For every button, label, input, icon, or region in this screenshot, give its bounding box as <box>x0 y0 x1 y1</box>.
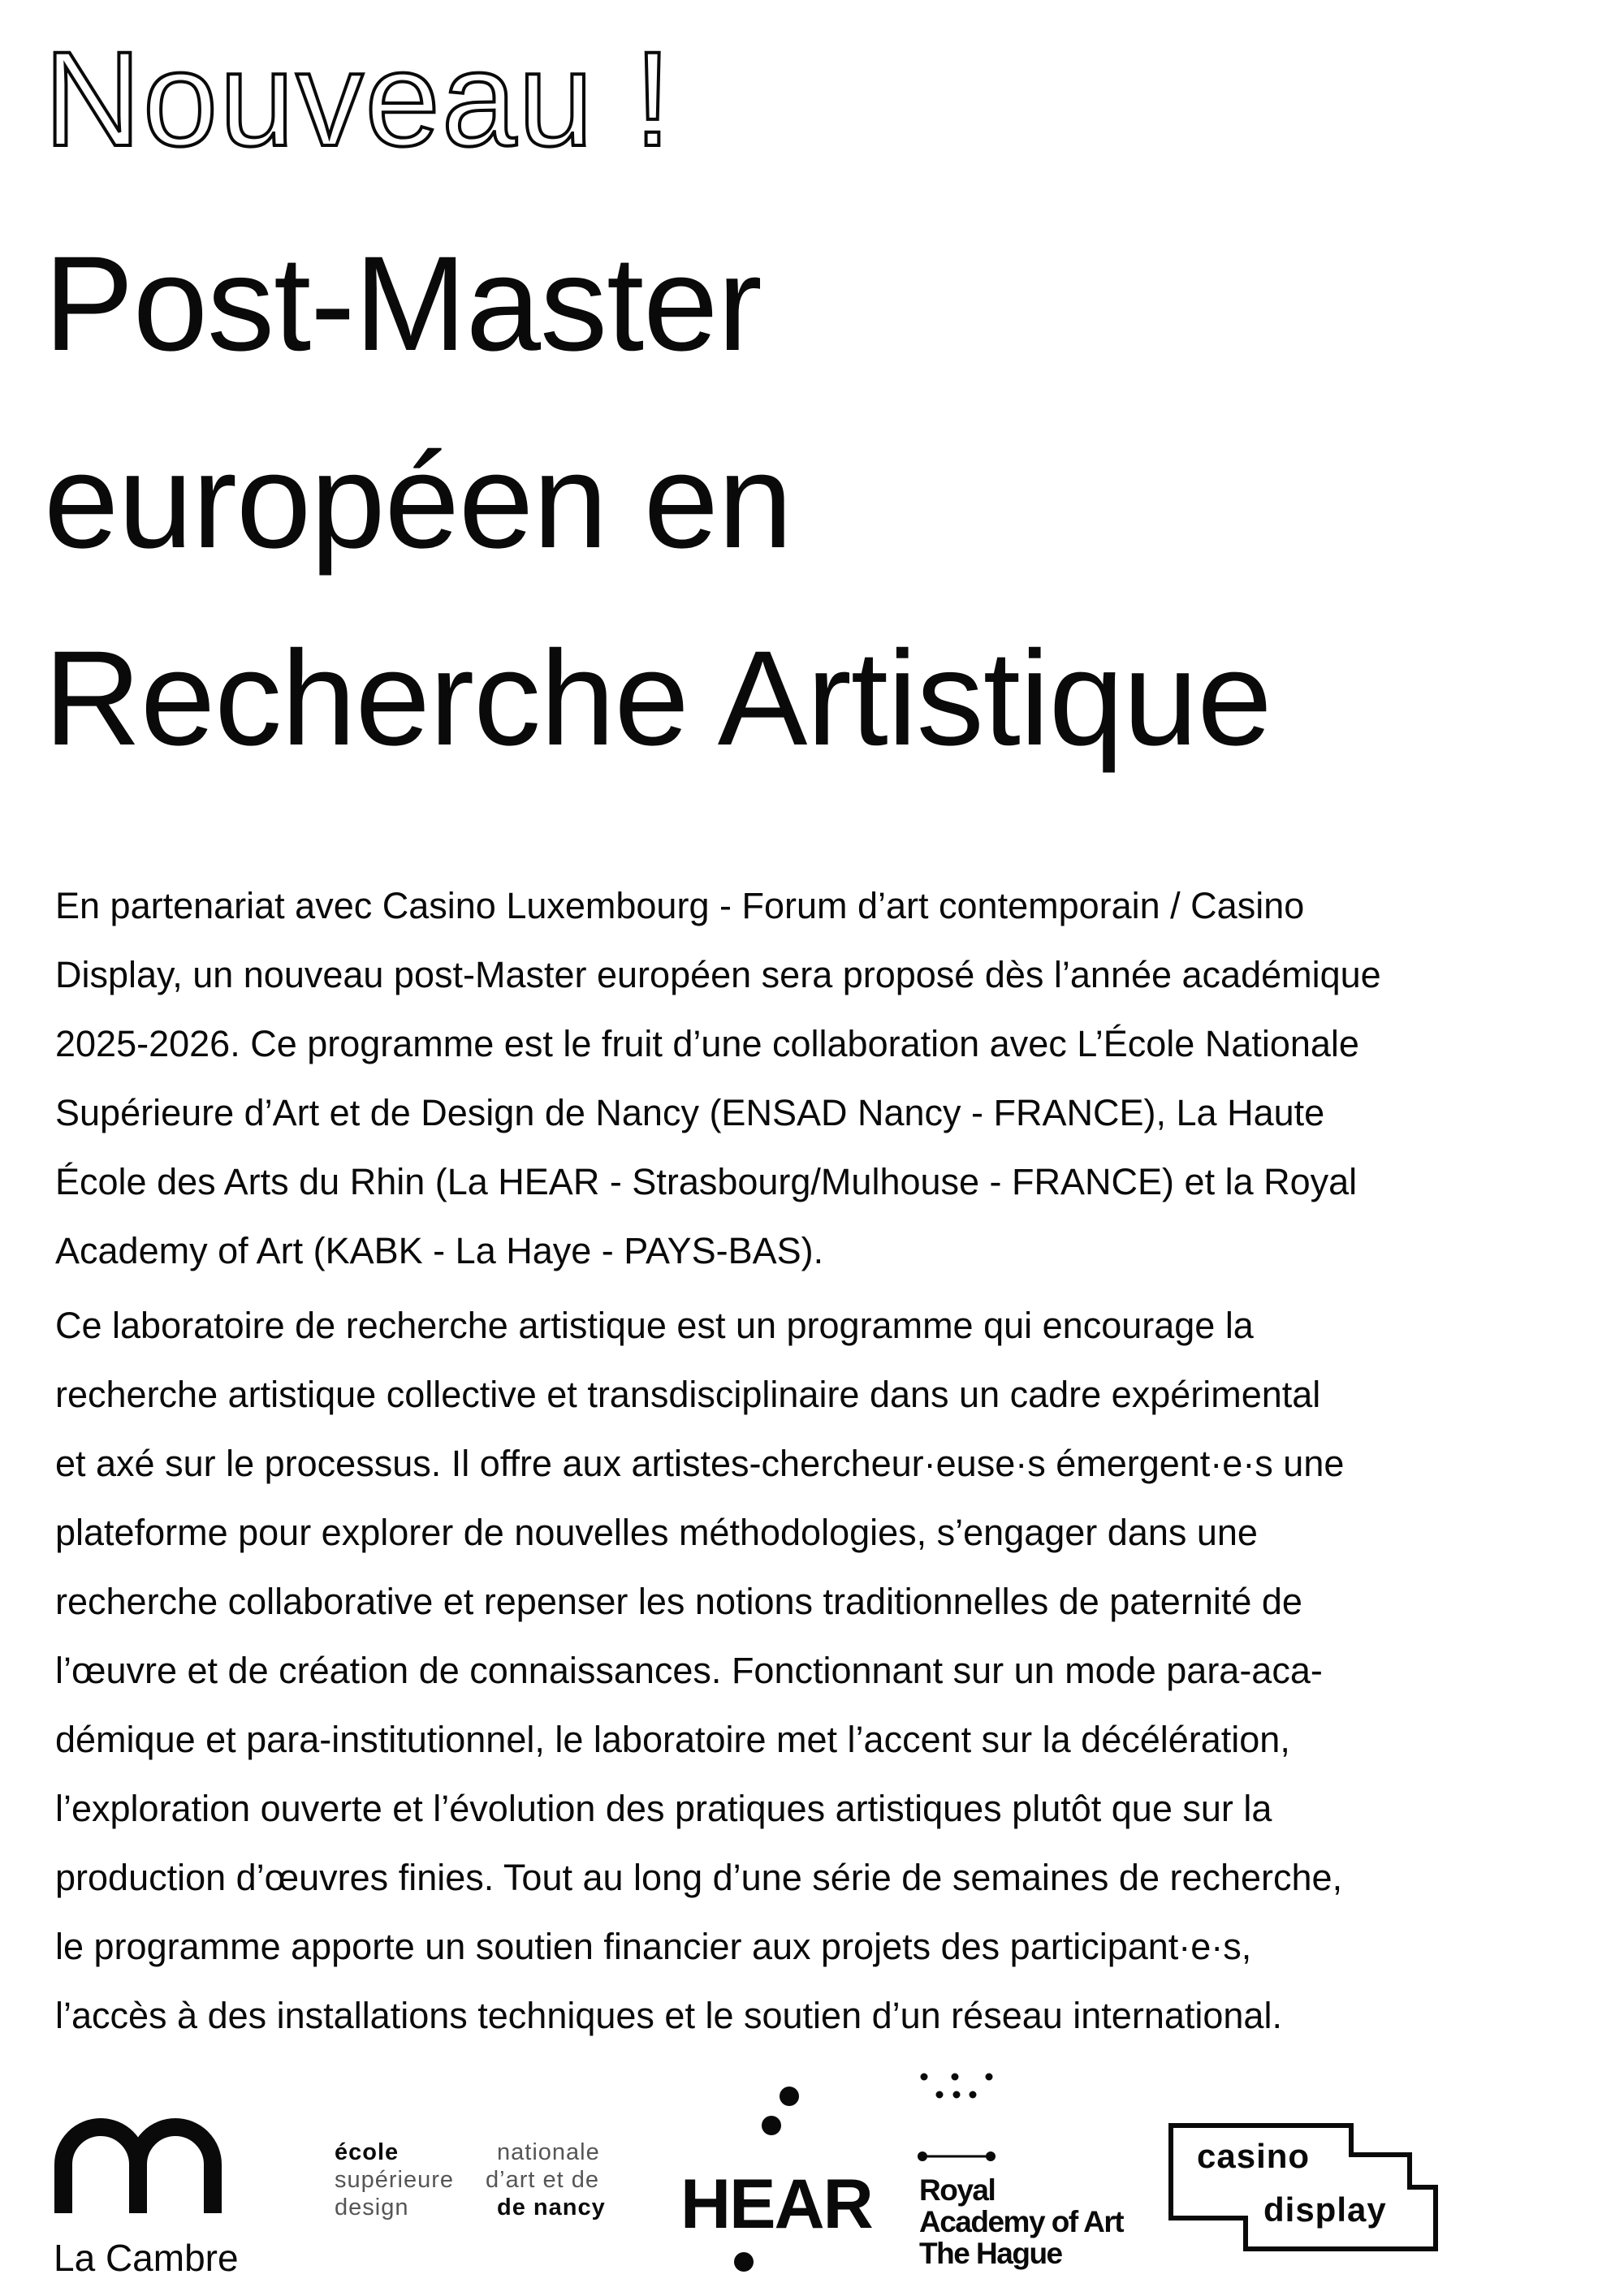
la-cambre-mark-icon <box>54 2117 273 2215</box>
body-line: Academy of Art (KABK - La Haye - PAYS-BAS). <box>55 1230 824 1271</box>
ensad-word: nationale <box>497 2139 600 2165</box>
royal-academy-line: Royal <box>919 2173 996 2207</box>
royal-academy-dots-icon <box>918 2069 1137 2174</box>
body-line: l’exploration ouverte et l’évolution des pratiques artistiques plutôt que sur la <box>55 1788 1272 1829</box>
royal-academy-line: The Hague <box>919 2237 1062 2270</box>
hear-label: HEAR <box>680 2165 872 2243</box>
body-line: En partenariat avec Casino Luxembourg - Forum d’art contemporain / Casino <box>55 885 1305 926</box>
royal-academy-label <box>919 2174 1123 2269</box>
casino-display-logo <box>1168 2122 1439 2252</box>
hear-bottom-dot-icon <box>680 2078 867 2281</box>
body-line: l’accès à des installations techniques et le soutien d’un réseau international. <box>55 1995 1282 2036</box>
body-line: production d’œuvres finies. Tout au long d’une série de semaines de recherche, <box>55 1857 1343 1898</box>
royal-academy-logo <box>918 2069 1137 2281</box>
body-line: Supérieure d’Art et de Design de Nancy (ENSAD Nancy - FRANCE), La Haute <box>55 1092 1325 1133</box>
body-line: 2025-2026. Ce programme est le fruit d’une collaboration avec L’École Nationale <box>55 1023 1359 1064</box>
body-line: le programme apporte un soutien financier aux projets des participant·e·s, <box>55 1926 1252 1967</box>
title-line-3: Recherche Artistique <box>44 624 1272 774</box>
title-kicker: Nouveau ! <box>44 24 673 175</box>
body-line: plateforme pour explorer de nouvelles méthodologies, s’engager dans une <box>55 1512 1258 1553</box>
body-line: École des Arts du Rhin (La HEAR - Strasbourg/Mulhouse - FRANCE) et la Royal <box>55 1161 1358 1202</box>
casino-display-line: casino <box>1197 2137 1311 2175</box>
ensad-word: supérieure <box>335 2167 455 2193</box>
ensad-word: d’art et de <box>486 2167 599 2193</box>
ensad-word: design <box>335 2195 409 2220</box>
body-text <box>55 877 1582 2056</box>
body-line: recherche collaborative et repenser les notions traditionnelles de paternité de <box>55 1581 1302 1622</box>
body-line: l’œuvre et de création de connaissances. Fonctionnant sur un mode para-aca- <box>55 1650 1323 1691</box>
hear-logo <box>680 2078 872 2265</box>
body-line: Ce laboratoire de recherche artistique est un programme qui encourage la <box>55 1305 1254 1346</box>
body-line: recherche artistique collective et transdisciplinaire dans un cadre expérimental <box>55 1374 1321 1415</box>
la-cambre-logo <box>54 2117 273 2279</box>
body-line: démique et para-institutionnel, le laboratoire met l’accent sur la décélération, <box>55 1719 1290 1760</box>
partner-logos <box>0 2054 1624 2281</box>
ensad-nancy-logo <box>335 2141 627 2238</box>
title-line-2: européen en <box>44 426 793 576</box>
body-line: et axé sur le processus. Il offre aux artistes-chercheur·euse·s émergent·e·s une <box>55 1443 1345 1484</box>
casino-display-line: display <box>1263 2190 1387 2229</box>
royal-academy-line: Academy of Art <box>919 2205 1124 2238</box>
title-line-1: Post-Master <box>44 229 762 379</box>
ensad-word: de nancy <box>497 2195 606 2220</box>
ensad-word: école <box>335 2139 400 2165</box>
body-line: Display, un nouveau post-Master européen sera proposé dès l’année académique <box>55 954 1381 995</box>
la-cambre-label: La Cambre <box>54 2237 239 2279</box>
